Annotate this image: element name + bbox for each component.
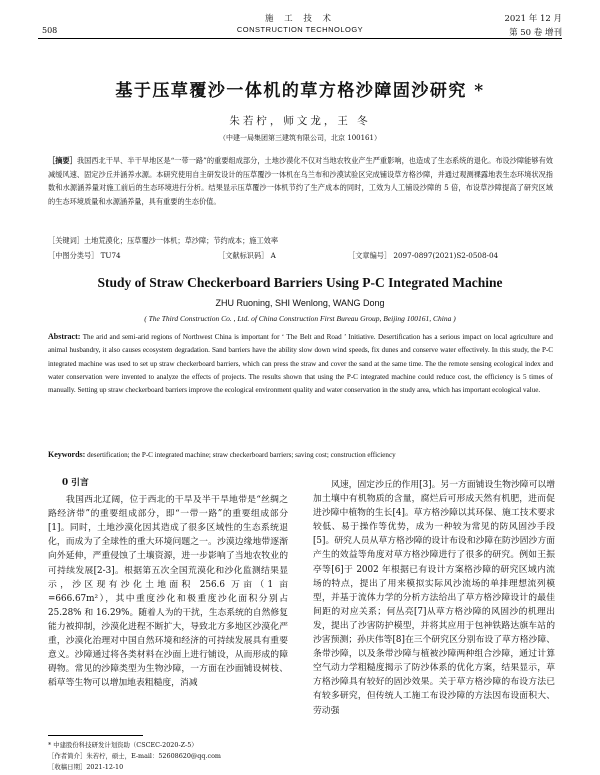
footnote-author: ［作者简介］朱若柠，硕士，E-mail：52608620@qq.com — [48, 752, 221, 760]
footnote-rule — [48, 735, 143, 736]
body-text-left: 我国西北辽阔，位于西北的干旱及半干旱地带是“丝绸之路经济带”的重要组成部分，即“一带一路”的重要组成部分[1]。同时，土地沙漠化因其造成了很多区域性的生态系统退化，而成为了全球性的重大环境问题之一。沙漠边缘地带逐渐向外延伸，严重侵蚀了土壤资源，进一步影响了当地农牧业的可持续发展[2-3]。根据第五次全国荒漠化和沙化监测结果显示，沙区现有沙化土地面积 256.6 万亩（1 亩 =666.67m²），其中重度沙化和极重度沙化面积分别占 25.28% 和 16.29%。随着人为的干扰，生态系统的自然修复能力被抑制，沙漠化进程不断扩大，导致北方多地区沙漠化严重，沙漠化治理对中国自然环境和经济的可持续发展具有重要意义。沙障通过将各类材料在沙面上进行铺设，从而形成的障碍物。常见的沙障类型为生物沙障，一方面在沙面铺设树枝、稻草等生物可以增加地表粗糙度，消减 — [48, 495, 288, 689]
abstract-cn — [48, 154, 553, 208]
footnote-fund: * 中建股份科技研发计划资助（CSCEC-2020-Z-5） — [48, 741, 198, 749]
keywords-en-text: desertification; the P-C integrated machine; straw checkerboard barriers; saving cost; construction efficiency — [87, 451, 396, 459]
authors-cn: 朱若柠，师文龙，王 冬 — [229, 115, 371, 127]
footnote-received: ［收稿日期］2021-12-10 — [48, 763, 124, 771]
abstract-cn-text: 我国西北干旱、半干旱地区是“一带一路”的重要组成部分，土地沙漠化不仅对当地农牧业产生严重影响，也造成了生态系统的退化。布设沙障能够有效减缓风速、固定沙丘并涵养水源。本研究使用自主研发设计的压草覆沙一体机在乌兰布和沙漠试验区完成铺设草方格沙障，并通过观测裸露地表生态环境状况指数和水源涵养量对施工前后的生态环境进行分析。结果显示压草覆沙一体机节约了生产成本的同时，工效为人工铺设沙障的 5 倍，布设草沙障提高了研究区域的生态环境质量和水源涵养量，具有重要的生态价值。 — [48, 156, 553, 206]
abstract-en-label: Abstract: — [48, 332, 81, 341]
abstract-en — [48, 330, 553, 397]
keywords-cn — [48, 236, 553, 246]
affiliation-cn: （中建一局集团第三建筑有限公司，北京 100161） — [219, 134, 381, 142]
keywords-cn-label: ［关键词］ — [48, 236, 84, 245]
body-column-right — [313, 478, 555, 718]
keywords-en-label: Keywords: — [48, 450, 86, 459]
title-en: Study of Straw Checkerboard Barriers Using P-C Integrated Machine — [97, 275, 503, 290]
body-column-left — [48, 476, 288, 746]
page-header — [0, 0, 600, 44]
section-heading: 0 引言 — [62, 478, 89, 488]
clc-number: ［中图分类号］ TU74 — [48, 251, 121, 260]
abstract-en-text: The arid and semi-arid regions of Northwest China is important for ‘ The Belt and Road ’ Initiative. Desertification has a serious impact on local agriculture and animal husbandry, it also causes ecosystem degradation. Sand barriers have the ability slow down wind speeds, fix dunes and conserve water effectively. In this study, the P-C integrated machine was used to set up straw checkerboard barriers, which can press the straw and cover the sand at the same time. The the remote sensing ecological index and water conservation were invented to analyze the effects of projects. The results shown that using the P-C integrated machine could reduce cost, the efficiency is 5 times of manually. Setting up straw checkerboard barriers improve the ecological environment quality and water conservation in the study area, which has important ecological value. — [48, 333, 553, 395]
issue-date: 2021 年 12 月 — [504, 14, 562, 24]
issue-volume: 第 50 卷 增刊 — [509, 28, 562, 38]
page-number: 508 — [42, 26, 58, 35]
article-number: ［文章编号］ 2097-0897(2021)S2-0508-04 — [348, 251, 499, 260]
affiliation-en: ( The Third Construction Co. , Ltd. of China Construction First Bureau Group, Beijing 100161, China ) — [144, 314, 456, 323]
document-code: ［文献标识码］ A — [218, 251, 276, 260]
title-cn: 基于压草覆沙一体机的草方格沙障固沙研究 * — [115, 81, 485, 101]
journal-name-cn: 施 工 技 术 — [264, 14, 336, 24]
header-rule — [38, 38, 562, 39]
keywords-cn-text: 土地荒漠化；压草覆沙一体机；草沙障；节约成本；施工效率 — [83, 236, 279, 245]
authors-en: ZHU Ruoning, SHI Wenlong, WANG Dong — [215, 298, 385, 308]
abstract-cn-label: ［摘要］ — [48, 156, 77, 165]
keywords-en — [48, 450, 553, 459]
journal-name-en: CONSTRUCTION TECHNOLOGY — [236, 25, 364, 34]
body-text-right: 风速，固定沙丘的作用[3]。另一方面铺设生物沙障可以增加土壤中有机物质的含量，腐烂后可形成天然有机肥，进而促进沙障中植物的生长[4]。草方格沙障以其环保、施工技术要求较低、易于操作等优势，成为一种较为常见的防风固沙手段[5]。研究人员从草方格沙障的设计布设和沙障在防沙固沙方面产生的效益等角度对草方格沙障进行了很多的研究。例如王振亭等[6]于 2002 年根据已有设计方案格沙障的研究区域内流场的特点，提出了用来模拟实际风沙流场的单排理想流列模型，并基于流体力学的分析方法给出了草方格沙障设计的最佳间距的对应关系；何丛亮[7]从草方格沙障的风固沙的机理出发，提出了沙害防护模型，并将其应用于包神铁路达旗车站的沙害预测；孙庆伟等[8]在三个研究区分别布设了草方格沙障、条带沙障，以及条带沙障与植被沙障两种组合沙障，通过计算空气动力学粗糙度揭示了防沙体系的优化方案，结果显示，草方格沙障具有较好的固沙效果。关于草方格沙障的布设方法已有较多研究，但传统人工施工布设沙障的方法因布设面积大、劳动强 — [313, 480, 555, 716]
